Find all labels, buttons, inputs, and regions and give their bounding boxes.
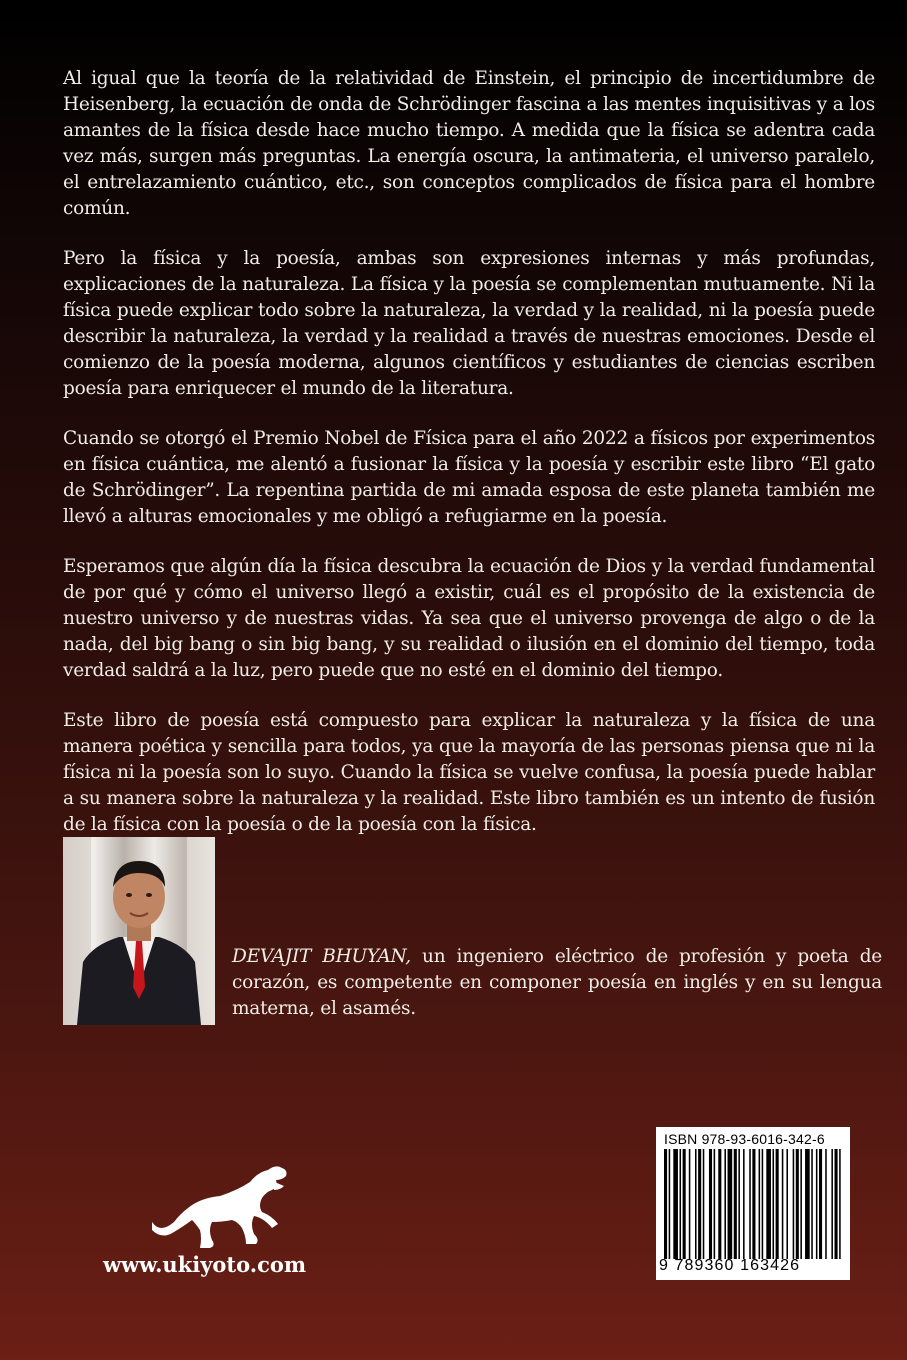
barcode-digits: 9 789360 163426	[659, 1257, 801, 1274]
author-bio-text: un ingeniero eléctrico de profesión y poeta de corazón, es competente en componer poesía en inglés y en su lengua materna, el asamés.	[232, 946, 882, 1019]
publisher-url[interactable]: www.ukiyoto.com	[103, 1252, 307, 1277]
author-photo	[63, 837, 215, 1025]
blurb-paragraph-1: Al igual que la teoría de la relatividad de Einstein, el principio de incertidumbre de Heisenberg, la ecuación de onda de Schrödinger fascina a las mentes inquisitivas y a los amantes de la física desde hace mucho tiempo. A medida que la física se adentra cada vez más, surgen más preguntas. La energía oscura, la antimateria, el universo paralelo, el entrelazamiento cuántico, etc., son conceptos complicados de física para el hombre común.	[63, 68, 875, 219]
blurb-paragraph-4: Esperamos que algún día la física descubra la ecuación de Dios y la verdad fundamental de por qué y cómo el universo llegó a existir, cuál es el propósito de la existencia de nuestro universo y de nuestras vidas. Ya sea que el universo provenga de algo o de la nada, del big bang o sin big bang, y su realidad o ilusión en el dominio del tiempo, toda verdad saldrá a la luz, pero puede que no esté en el dominio del tiempo.	[63, 556, 875, 681]
back-cover-blurb	[63, 66, 875, 862]
isbn-label: ISBN 978-93-6016-342-6	[664, 1131, 825, 1147]
leaping-panther-icon	[150, 1160, 290, 1250]
author-name: DEVAJIT BHUYAN,	[232, 946, 411, 967]
author-bio	[232, 944, 882, 1022]
blurb-paragraph-3: Cuando se otorgó el Premio Nobel de Física para el año 2022 a físicos por experimentos en física cuántica, me alentó a fusionar la física y la poesía y escribir este libro “El gato de Schrödinger”. La repentina partida de mi amada esposa de este planeta también me llevó a alturas emocionales y me obligó a refugiarme en la poesía.	[63, 428, 875, 527]
blurb-paragraph-5: Este libro de poesía está compuesto para explicar la naturaleza y la física de una manera poética y sencilla para todos, ya que la mayoría de las personas piensa que ni la física ni la poesía son lo suyo. Cuando la física se vuelve confusa, la poesía puede hablar a su manera sobre la naturaleza y la realidad. Este libro también es un intento de fusión de la física con la poesía o de la poesía con la física.	[63, 710, 875, 835]
barcode-bars	[662, 1149, 844, 1259]
blurb-paragraph-2: Pero la física y la poesía, ambas son expresiones internas y más profundas, explicaciones de la naturaleza. La física y la poesía se complementan mutuamente. Ni la física puede explicar todo sobre la naturaleza, la verdad y la realidad, ni la poesía puede describir la naturaleza, la verdad y la realidad a través de nuestras emociones. Desde el comienzo de la poesía moderna, algunos científicos y estudiantes de ciencias escriben poesía para enriquecer el mundo de la literatura.	[63, 248, 875, 399]
isbn-barcode	[656, 1127, 850, 1280]
